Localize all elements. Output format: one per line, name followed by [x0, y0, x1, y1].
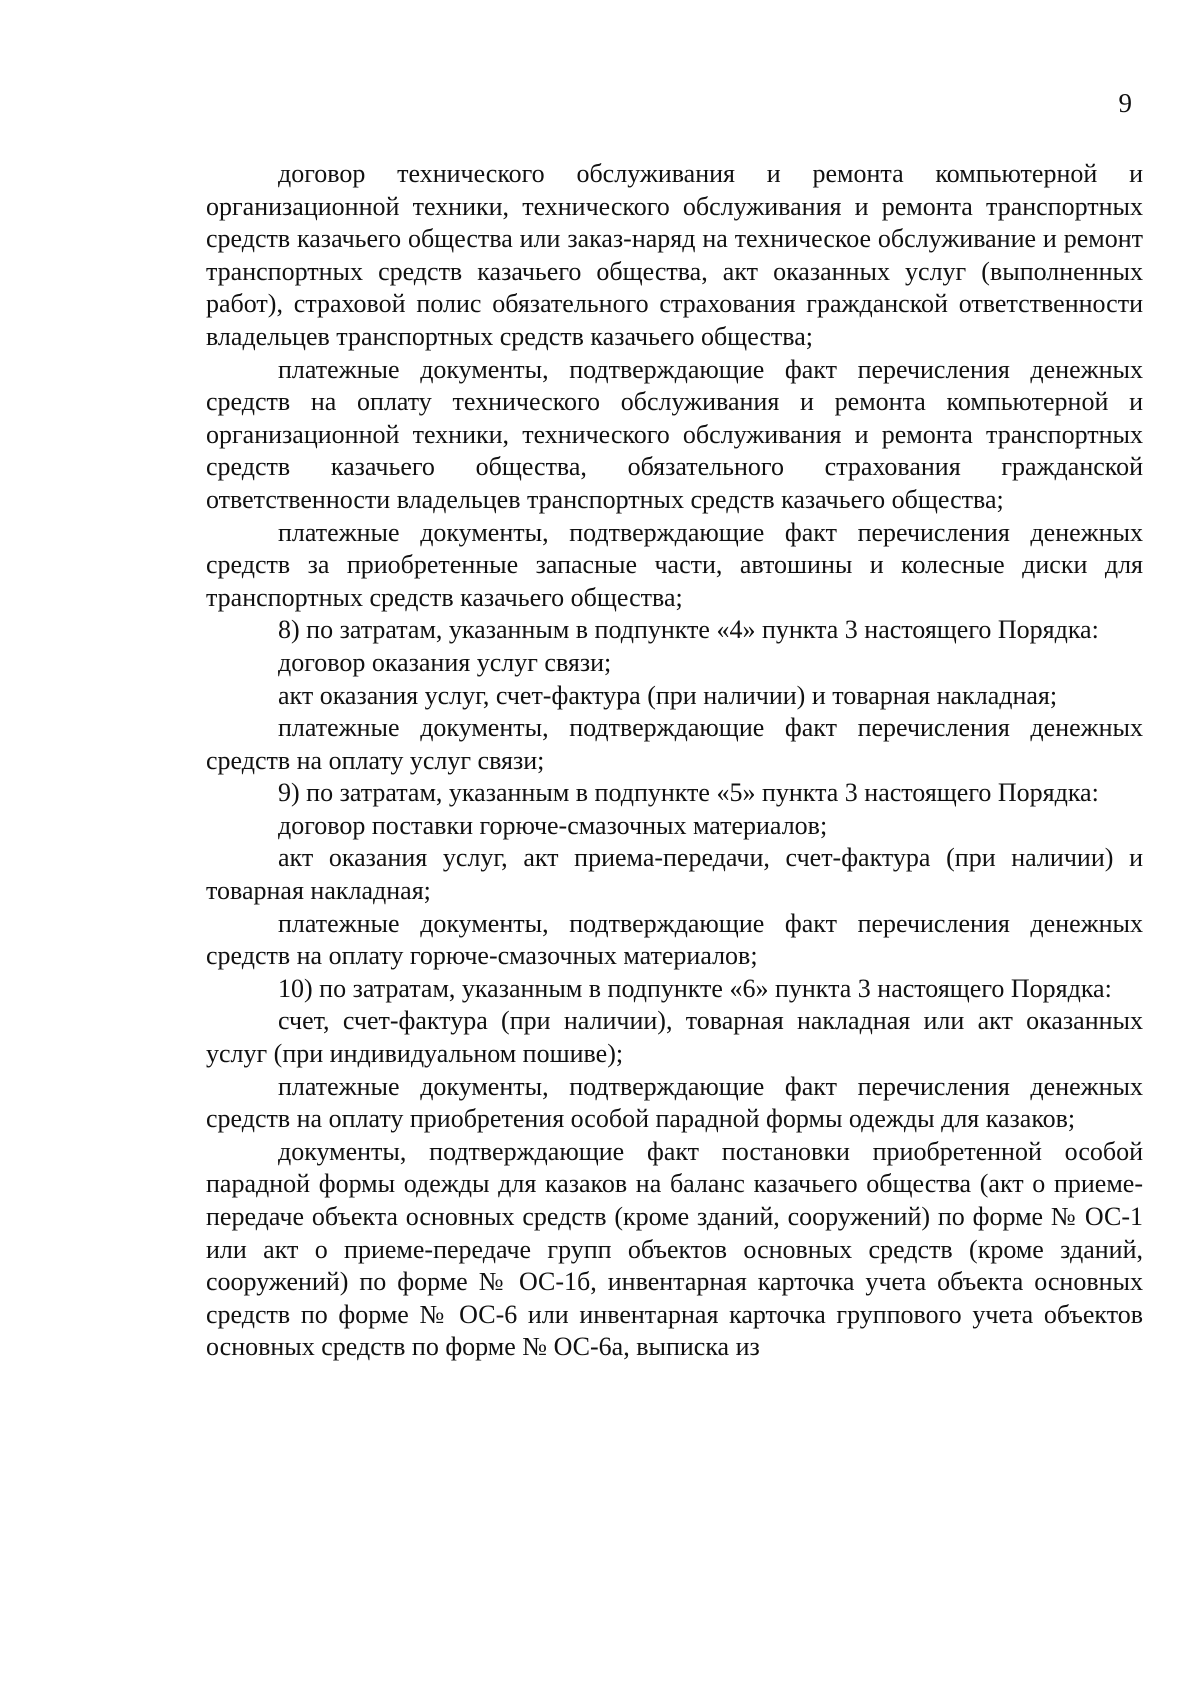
paragraph-contract-maintenance: договор технического обслуживания и ремонта компьютерной и организационной техники, технического обслуживания и ремонта транспортных средств казачьего общества или заказ-наряд на техническое обслуживание и ремонт транспортных средств казачьего общества, акт оказанных услуг (выполненных работ), страховой полис обязательного страхования гражданской ответственности владельцев транспортных средств казачьего общества;	[206, 159, 1143, 351]
paragraph-item-10: 10) по затратам, указанным в подпункте «6» пункта 3 настоящего Порядка:	[278, 973, 1112, 1003]
page-number: 9	[1118, 88, 1132, 118]
paragraph-item-9: 9) по затратам, указанным в подпункте «5» пункта 3 настоящего Порядка:	[278, 778, 1099, 808]
paragraph-contract-communication: договор оказания услуг связи;	[278, 647, 612, 677]
paragraph-contract-fuel: договор поставки горюче-смазочных материалов;	[278, 810, 828, 840]
paragraph-payment-uniform: платежные документы, подтверждающие факт перечисления денежных средств на оплату приобретения особой парадной формы одежды для казаков;	[206, 1071, 1143, 1134]
paragraph-act-fuel: акт оказания услуг, акт приема-передачи, счет-фактура (при наличии) и товарная накладная;	[206, 843, 1143, 906]
paragraph-payment-maintenance: платежные документы, подтверждающие факт перечисления денежных средств на оплату технического обслуживания и ремонта компьютерной и организационной техники, технического обслуживания и ремонта транспортных средств казачьего общества, обязательного страхования гражданской ответственности владельцев транспортных средств казачьего общества;	[206, 354, 1143, 514]
paragraph-payment-spare-parts: платежные документы, подтверждающие факт перечисления денежных средств за приобретенные запасные части, автошины и колесные диски для транспортных средств казачьего общества;	[206, 517, 1143, 612]
paragraph-payment-fuel: платежные документы, подтверждающие факт перечисления денежных средств на оплату горюче-смазочных материалов;	[206, 908, 1143, 971]
paragraph-payment-communication: платежные документы, подтверждающие факт перечисления денежных средств на оплату услуг связи;	[206, 713, 1143, 775]
paragraph-invoice-uniform: счет, счет-фактура (при наличии), товарная накладная или акт оказанных услуг (при индивидуальном пошиве);	[206, 1006, 1143, 1069]
paragraph-act-communication: акт оказания услуг, счет-фактура (при наличии) и товарная накладная;	[278, 680, 1058, 710]
paragraph-item-8: 8) по затратам, указанным в подпункте «4» пункта 3 настоящего Порядка:	[278, 615, 1099, 645]
document-body	[206, 158, 1143, 1364]
paragraph-balance-documents: документы, подтверждающие факт постановки приобретенной особой парадной формы одежды для казаков на баланс казачьего общества (акт о приеме-передаче объекта основных средств (кроме зданий, сооружений) по форме № ОС-1 или акт о приеме-передаче групп объектов основных средств (кроме зданий, сооружений) по форме № ОС-1б, инвентарная карточка учета объекта основных средств по форме № ОС-6 или инвентарная карточка группового учета объектов основных средств по форме № ОС-6а, выписка из	[206, 1136, 1143, 1362]
